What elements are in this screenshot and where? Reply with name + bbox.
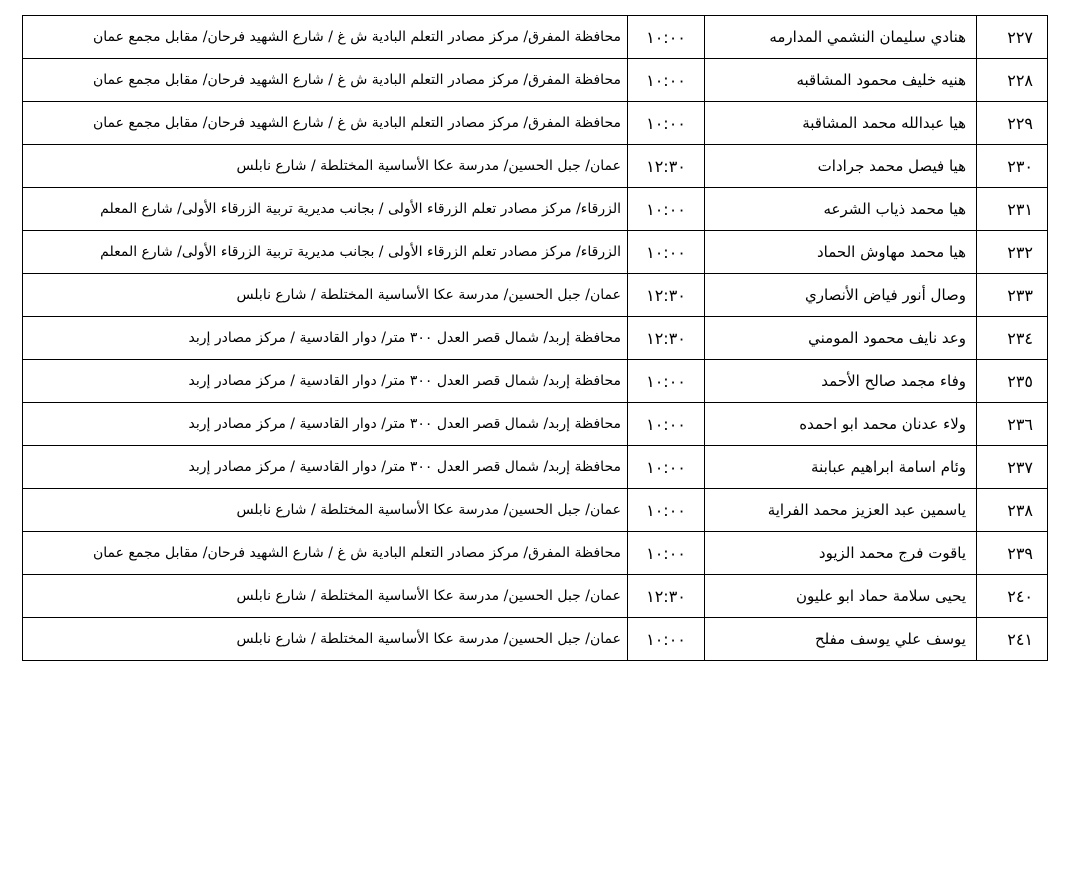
exam-time: ١٠:٠٠ xyxy=(628,59,705,102)
row-number: ٢٣٦ xyxy=(977,403,1048,446)
table-row xyxy=(23,618,1048,661)
table-row xyxy=(23,16,1048,59)
exam-time: ١٠:٠٠ xyxy=(628,532,705,575)
row-number: ٢٣٧ xyxy=(977,446,1048,489)
table-row xyxy=(23,188,1048,231)
row-number: ٢٣٥ xyxy=(977,360,1048,403)
table-row xyxy=(23,145,1048,188)
exam-location: عمان/ جبل الحسين/ مدرسة عكا الأساسية المختلطة / شارع نابلس xyxy=(23,618,628,661)
row-number: ٢٣٣ xyxy=(977,274,1048,317)
person-name: وصال أنور فياض الأنصاري xyxy=(705,274,977,317)
row-number: ٢٣٠ xyxy=(977,145,1048,188)
table-row xyxy=(23,317,1048,360)
table-row xyxy=(23,59,1048,102)
exam-time: ١٠:٠٠ xyxy=(628,618,705,661)
person-name: هيا فيصل محمد جرادات xyxy=(705,145,977,188)
person-name: ياقوت فرج محمد الزيود xyxy=(705,532,977,575)
exam-time: ١٢:٣٠ xyxy=(628,317,705,360)
exam-location: محافظة المفرق/ مركز مصادر التعلم البادية ش غ / شارع الشهيد فرحان/ مقابل مجمع عمان xyxy=(23,102,628,145)
exam-time: ١٢:٣٠ xyxy=(628,575,705,618)
table-row xyxy=(23,489,1048,532)
exam-time: ١٠:٠٠ xyxy=(628,102,705,145)
exam-time: ١٠:٠٠ xyxy=(628,188,705,231)
row-number: ٢٢٧ xyxy=(977,16,1048,59)
exam-time: ١٢:٣٠ xyxy=(628,145,705,188)
exam-time: ١٠:٠٠ xyxy=(628,16,705,59)
person-name: ياسمين عبد العزيز محمد الفراية xyxy=(705,489,977,532)
exam-time: ١٠:٠٠ xyxy=(628,446,705,489)
row-number: ٢٤٠ xyxy=(977,575,1048,618)
exam-location: محافظة المفرق/ مركز مصادر التعلم البادية ش غ / شارع الشهيد فرحان/ مقابل مجمع عمان xyxy=(23,16,628,59)
table-row xyxy=(23,403,1048,446)
exam-location: عمان/ جبل الحسين/ مدرسة عكا الأساسية المختلطة / شارع نابلس xyxy=(23,274,628,317)
row-number: ٢٣١ xyxy=(977,188,1048,231)
exam-location: الزرقاء/ مركز مصادر تعلم الزرقاء الأولى / بجانب مديرية تربية الزرقاء الأولى/ شارع المعلم xyxy=(23,231,628,274)
exam-location: محافظة المفرق/ مركز مصادر التعلم البادية ش غ / شارع الشهيد فرحان/ مقابل مجمع عمان xyxy=(23,59,628,102)
exam-location: عمان/ جبل الحسين/ مدرسة عكا الأساسية المختلطة / شارع نابلس xyxy=(23,145,628,188)
person-name: يوسف علي يوسف مفلح xyxy=(705,618,977,661)
table-row xyxy=(23,532,1048,575)
person-name: هنادي سليمان النشمي المدارمه xyxy=(705,16,977,59)
exam-location: محافظة إربد/ شمال قصر العدل ٣٠٠ متر/ دوار القادسية / مركز مصادر إربد xyxy=(23,446,628,489)
table-row xyxy=(23,360,1048,403)
person-name: ولاء عدنان محمد ابو احمده xyxy=(705,403,977,446)
person-name: وعد نايف محمود المومني xyxy=(705,317,977,360)
exam-location: محافظة إربد/ شمال قصر العدل ٣٠٠ متر/ دوار القادسية / مركز مصادر إربد xyxy=(23,317,628,360)
table-row xyxy=(23,274,1048,317)
person-name: وفاء مجمد صالح الأحمد xyxy=(705,360,977,403)
row-number: ٢٣٨ xyxy=(977,489,1048,532)
table-row xyxy=(23,231,1048,274)
table-row xyxy=(23,446,1048,489)
row-number: ٢٢٩ xyxy=(977,102,1048,145)
person-name: هيا محمد مهاوش الحماد xyxy=(705,231,977,274)
person-name: وئام اسامة ابراهيم عبابنة xyxy=(705,446,977,489)
exam-time: ١٠:٠٠ xyxy=(628,403,705,446)
person-name: يحيى سلامة حماد ابو عليون xyxy=(705,575,977,618)
person-name: هنيه خليف محمود المشاقبه xyxy=(705,59,977,102)
exam-time: ١٢:٣٠ xyxy=(628,274,705,317)
table-row xyxy=(23,102,1048,145)
row-number: ٢٣٩ xyxy=(977,532,1048,575)
exam-time: ١٠:٠٠ xyxy=(628,231,705,274)
exam-location: محافظة إربد/ شمال قصر العدل ٣٠٠ متر/ دوار القادسية / مركز مصادر إربد xyxy=(23,360,628,403)
exam-location: محافظة إربد/ شمال قصر العدل ٣٠٠ متر/ دوار القادسية / مركز مصادر إربد xyxy=(23,403,628,446)
exam-location: عمان/ جبل الحسين/ مدرسة عكا الأساسية المختلطة / شارع نابلس xyxy=(23,575,628,618)
person-name: هيا محمد ذياب الشرعه xyxy=(705,188,977,231)
exam-location: الزرقاء/ مركز مصادر تعلم الزرقاء الأولى / بجانب مديرية تربية الزرقاء الأولى/ شارع المعلم xyxy=(23,188,628,231)
exam-time: ١٠:٠٠ xyxy=(628,489,705,532)
table-row xyxy=(23,575,1048,618)
exam-location: عمان/ جبل الحسين/ مدرسة عكا الأساسية المختلطة / شارع نابلس xyxy=(23,489,628,532)
row-number: ٢٣٢ xyxy=(977,231,1048,274)
schedule-table xyxy=(22,15,1048,661)
row-number: ٢٣٤ xyxy=(977,317,1048,360)
exam-location: محافظة المفرق/ مركز مصادر التعلم البادية ش غ / شارع الشهيد فرحان/ مقابل مجمع عمان xyxy=(23,532,628,575)
person-name: هيا عبدالله محمد المشاقبة xyxy=(705,102,977,145)
row-number: ٢٤١ xyxy=(977,618,1048,661)
exam-time: ١٠:٠٠ xyxy=(628,360,705,403)
row-number: ٢٢٨ xyxy=(977,59,1048,102)
